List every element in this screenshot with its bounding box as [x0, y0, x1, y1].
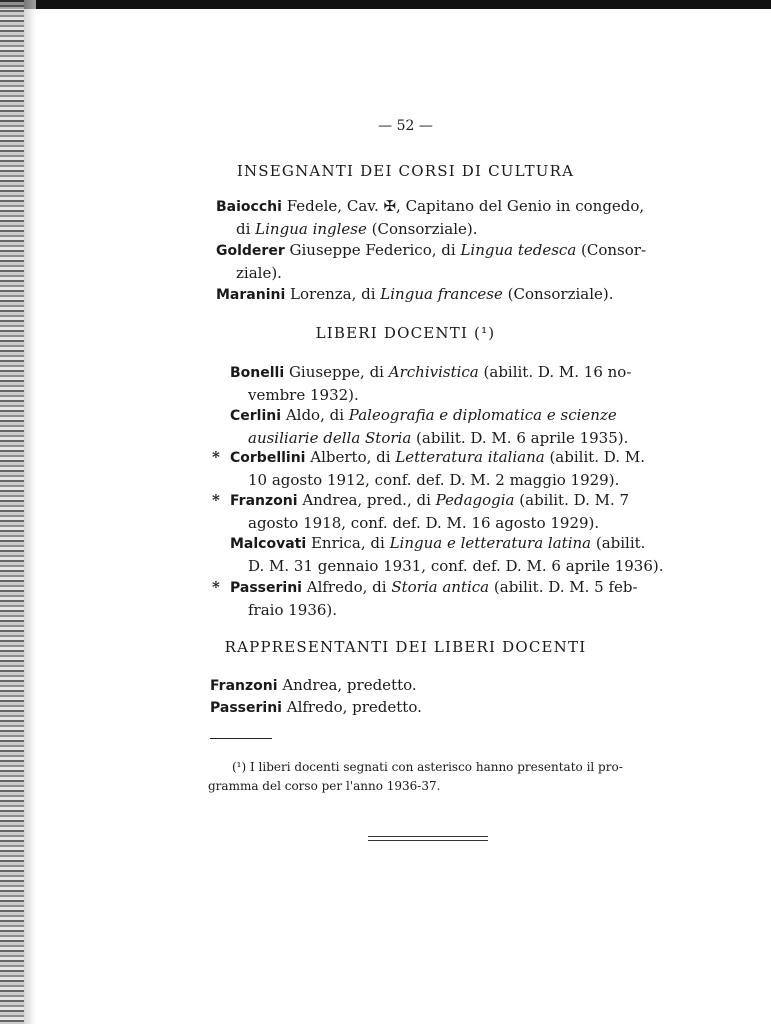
entry-name: Bonelli	[230, 365, 285, 381]
entry-rappresentante-franzoni: Franzoni Andrea, predetto.	[210, 676, 417, 694]
entry-name: Passerini	[230, 580, 302, 596]
section-title-insegnanti: INSEGNANTI DEI CORSI DI CULTURA	[236, 162, 575, 180]
entry-name: Cerlini	[230, 408, 282, 424]
scan-binding-edge	[0, 0, 24, 1024]
section-title-liberi-docenti: LIBERI DOCENTI (¹)	[315, 324, 496, 342]
entry-cerlini: Cerlini Aldo, di Paleografia e diplomatica e scienze ausiliarie della Storia (abilit. D. M. 6 aprile 1935).	[230, 406, 629, 447]
footnote-rule	[210, 738, 272, 739]
entry-golderer: Golderer Giuseppe Federico, di Lingua tedesca (Consor- ziale).	[216, 241, 647, 282]
entry-corbellini: * Corbellini Alberto, di Letteratura italiana (abilit. D. M. 10 agosto 1912, conf. def. D. M. 2 maggio 1929).	[212, 448, 645, 489]
entry-maranini: Maranini Lorenza, di Lingua francese (Consorziale).	[216, 285, 614, 303]
entry-malcovati: Malcovati Enrica, di Lingua e letteratura latina (abilit. D. M. 31 gennaio 1931, conf. def. D. M. 6 aprile 1936).	[230, 534, 664, 575]
entry-name: Corbellini	[230, 450, 306, 466]
entry-passerini: * Passerini Alfredo, di Storia antica (abilit. D. M. 5 feb- fraio 1936).	[212, 578, 638, 619]
scan-top-edge	[0, 0, 771, 9]
entry-name: Maranini	[216, 287, 286, 303]
entry-name: Franzoni	[210, 678, 278, 694]
entry-name: Golderer	[216, 243, 285, 259]
section-title-rappresentanti: RAPPRESENTANTI DEI LIBERI DOCENTI	[224, 638, 587, 656]
page-number: — 52 —	[378, 118, 433, 134]
entry-name: Passerini	[210, 700, 282, 716]
footnote: (¹) I liberi docenti segnati con asterisco hanno presentato il pro- gramma del corso per l'anno 1936-37.	[208, 760, 623, 793]
entry-franzoni: * Franzoni Andrea, pred., di Pedagogia (abilit. D. M. 7 agosto 1918, conf. def. D. M. 16 agosto 1929).	[212, 491, 630, 532]
entry-bonelli: Bonelli Giuseppe, di Archivistica (abilit. D. M. 16 no- vembre 1932).	[230, 363, 632, 404]
entry-name: Franzoni	[230, 493, 298, 509]
entry-name: Baiocchi	[216, 199, 282, 215]
scan-binding-shadow	[24, 0, 36, 1024]
entry-rappresentante-passerini: Passerini Alfredo, predetto.	[210, 698, 422, 716]
entry-name: Malcovati	[230, 536, 307, 552]
end-rule-bottom	[368, 840, 488, 841]
end-rule-top	[368, 836, 488, 837]
entry-baiocchi: Baiocchi Fedele, Cav. ✠, Capitano del Genio in congedo, di Lingua inglese (Consorziale).	[216, 197, 645, 238]
